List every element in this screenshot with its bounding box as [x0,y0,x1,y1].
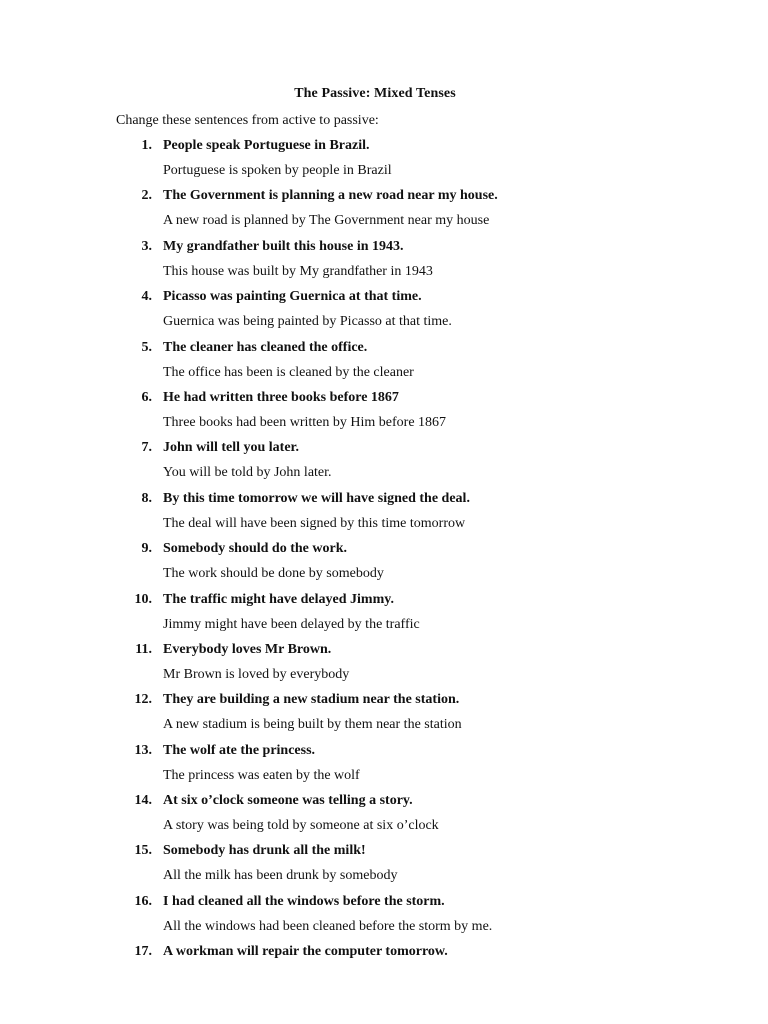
exercise-item [0,340,768,390]
exercise-item [0,188,768,238]
passive-answer: The office has been is cleaned by the cleaner [163,364,414,380]
exercise-item [0,642,768,692]
active-sentence: He had written three books before 1867 [163,389,399,405]
passive-answer: All the milk has been drunk by somebody [163,868,398,884]
active-sentence: Somebody has drunk all the milk! [163,843,366,859]
page-title: The Passive: Mixed Tenses [294,86,456,101]
exercise-item [0,592,768,642]
active-sentence: The wolf ate the princess. [163,742,316,758]
item-number: 4. [141,289,152,305]
instruction-text: Change these sentences from active to passive: [116,113,379,128]
passive-answer: This house was built by My grandfather in 1943 [163,263,433,279]
item-number: 2. [141,188,152,204]
item-number: 10. [134,591,152,607]
item-number: 16. [134,893,152,909]
active-sentence: John will tell you later. [163,440,299,456]
active-sentence: They are building a new stadium near the station. [163,692,460,708]
passive-answer: Mr Brown is loved by everybody [163,666,350,682]
exercise-item [0,793,768,843]
passive-answer: Portuguese is spoken by people in Brazil [163,163,392,178]
passive-answer: A story was being told by someone at six o’clock [163,818,439,834]
passive-answer: The princess was eaten by the wolf [163,767,360,783]
item-number: 5. [141,339,152,355]
exercise-item [0,239,768,289]
exercise-item [0,440,768,490]
exercise-item [0,944,768,994]
passive-answer: Three books had been written by Him before 1867 [163,414,447,430]
item-number: 14. [134,793,152,809]
active-sentence: A workman will repair the computer tomorrow. [163,944,448,960]
active-sentence: The traffic might have delayed Jimmy. [163,591,394,607]
item-number: 17. [134,944,152,960]
active-sentence: I had cleaned all the windows before the storm. [163,893,445,909]
active-sentence: People speak Portuguese in Brazil. [163,138,370,153]
active-sentence: The Government is planning a new road near my house. [163,188,498,204]
item-number: 3. [141,238,152,254]
passive-answer: The deal will have been signed by this time tomorrow [163,515,466,531]
exercise-item [0,843,768,893]
exercise-item [0,138,768,188]
exercise-item [0,894,768,944]
exercise-item [0,541,768,591]
item-number: 9. [141,541,152,557]
passive-answer: Jimmy might have been delayed by the traffic [163,616,420,632]
exercise-item [0,289,768,339]
item-number: 15. [134,843,152,859]
exercise-item [0,692,768,742]
passive-answer: You will be told by John later. [163,465,332,481]
active-sentence: At six o’clock someone was telling a story. [163,793,413,809]
item-number: 1. [141,138,152,153]
item-number: 13. [134,742,152,758]
exercise-list [0,138,768,995]
exercise-item [0,390,768,440]
active-sentence: Picasso was painting Guernica at that time. [163,289,422,305]
exercise-item [0,491,768,541]
passive-answer: A new stadium is being built by them near the station [163,717,462,733]
exercise-item [0,743,768,793]
active-sentence: Somebody should do the work. [163,541,347,557]
active-sentence: By this time tomorrow we will have signed the deal. [163,490,470,506]
passive-answer: Guernica was being painted by Picasso at that time. [163,314,452,330]
active-sentence: Everybody loves Mr Brown. [163,641,332,657]
active-sentence: My grandfather built this house in 1943. [163,238,404,254]
item-number: 8. [141,490,152,506]
item-number: 6. [141,389,152,405]
item-number: 11. [135,641,152,657]
item-number: 12. [134,692,152,708]
passive-answer: A new road is planned by The Government near my house [163,213,490,229]
passive-answer: All the windows had been cleaned before the storm by me. [163,918,493,934]
item-number: 7. [141,440,152,456]
passive-answer: The work should be done by somebody [163,566,384,582]
active-sentence: The cleaner has cleaned the office. [163,339,368,355]
